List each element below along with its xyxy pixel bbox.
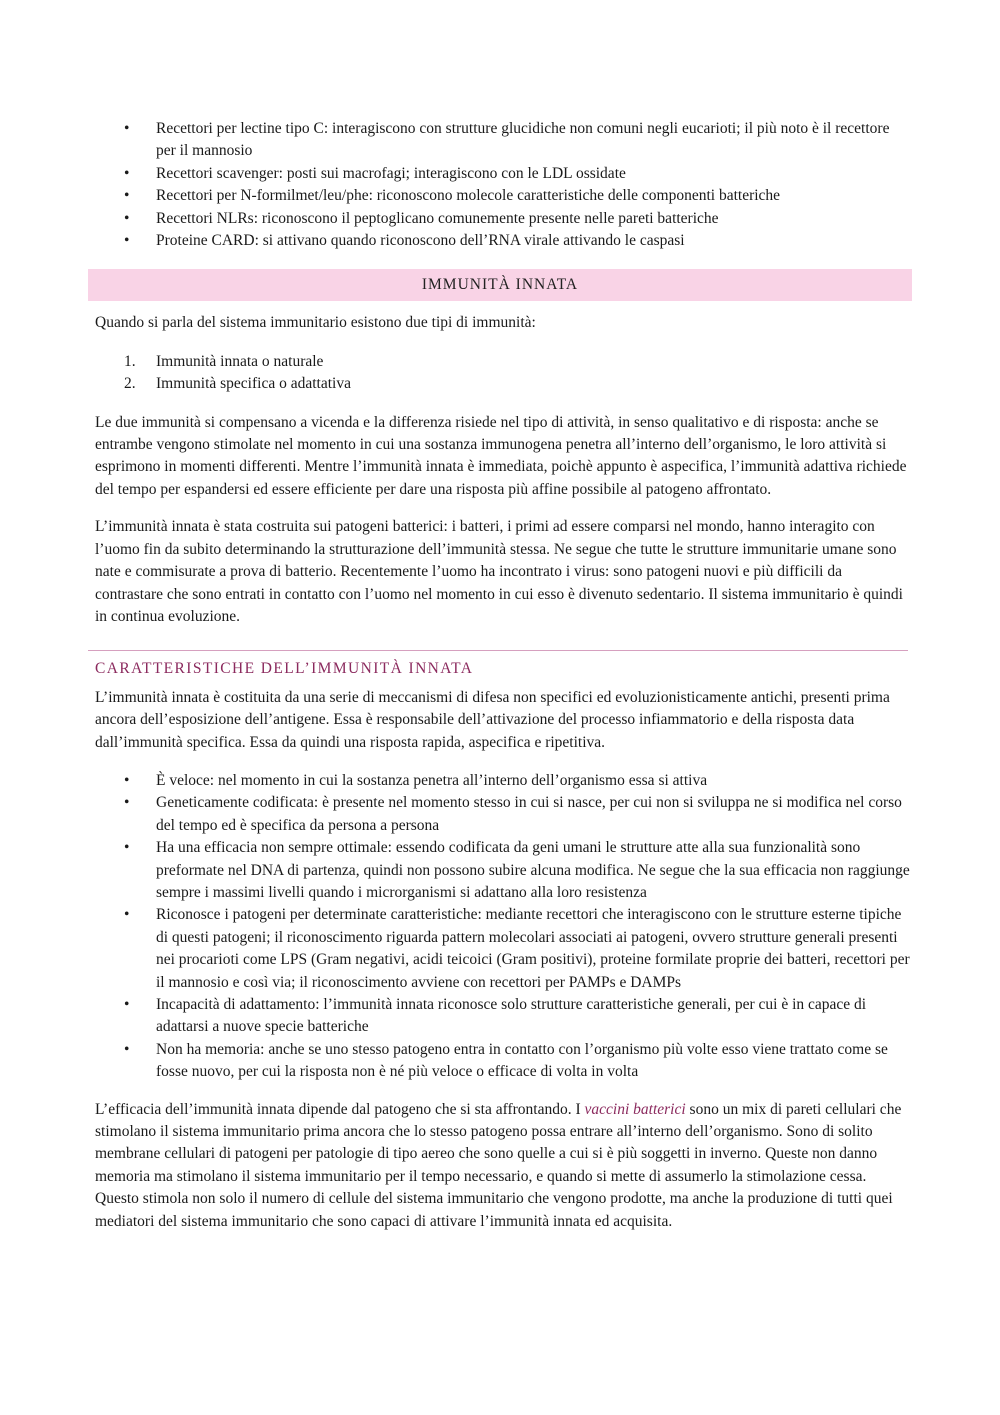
list-item: • Recettori per lectine tipo C: interagiscono con strutture glucidiche non comuni negli eucarioti; il più noto è il recettore per il mannosio [95,118,910,163]
list-item: • Recettori scavenger: posti sui macrofagi; interagiscono con le LDL ossidate [95,163,910,185]
list-item: • Geneticamente codificata: è presente nel momento stesso in cui si nasce, per cui non si sviluppa ne si modifica nel corso del tempo ed è specifica da persona a persona [95,792,910,837]
section-heading: IMMUNITÀ INNATA [421,276,579,294]
section-heading-band [88,269,912,301]
list-item: • Non ha memoria: anche se uno stesso patogeno entra in contatto con l’organismo più volte esso viene trattato come se fosse nuovo, per cui la risposta non è né più veloce o efficace di volta in volta [95,1039,910,1084]
numbered-item [95,373,910,395]
text-span: sono un mix di pareti cellulari che stimolano il sistema immunitario prima ancora che lo stesso patogeno possa entrare all’interno dell’organismo. Sono di solito membrane cellulari di patogeni per patologie di tipo aereo che sono quelle a cui si è più soggetti in inverno. Queste non danno memoria ma stimolano il sistema immunitario per il tempo necessario, e quando si mette di assumerlo la stimolazione cessa. Questo stimola non solo il numero di cellule del sistema immunitario che vengono prodotte, ma anche la produzione di tutti quei mediatori del sistema immunitario che sono capaci di attivare l’immunità innata ed acquisita. [95,1100,902,1230]
section-divider [88,650,908,651]
paragraph-intro: Quando si parla del sistema immunitario esistono due tipi di immunità: [95,314,536,332]
paragraph-final [95,1099,910,1233]
list-item: • Proteine CARD: si attivano quando riconoscono dell’RNA virale attivando le caspasi [95,230,910,252]
paragraph-intro: L’immunità innata è costituita da una serie di meccanismi di difesa non specifici ed evoluzionisticamente antichi, presenti prima ancora dell’esposizione dell’antigene. Essa è responsabile dell’attivazione del processo infiammatorio e della risposta data dall’immunità specifica. Essa da quindi una risposta rapida, aspecifica e ripetitiva. [95,688,890,751]
list-item: • Ha una efficacia non sempre ottimale: essendo codificata da geni umani le strutture atte alla sua funzionalità sono preformate nel DNA di partenza, quindi non possono subire alcuna modifica. Ne segue che la sua efficacia non raggiunge sempre i massimi livelli quando i microrganismi si adattano alla loro resistenza [95,837,910,904]
numbered-item [95,351,910,373]
item-text: Immunità innata o naturale [156,352,324,370]
item-text: Immunità specifica o adattativa [156,375,351,393]
page-content [95,118,910,1233]
characteristics-list [95,770,910,1084]
paragraph: Le due immunità si compensano a vicenda e la differenza risiede nel tipo di attività, in senso qualitativo e di risposta: anche se entrambe vengono stimolate nel momento in cui una sostanza immunogena penetra all’interno dell’organismo, le loro attività si esprimono in momenti differenti. Mentre l’immunità innata è immediata, poichè appunto è aspecifica, l’immunità adattiva richiede del tempo per espandersi ed essere efficiente per dare una risposta più affine possibile al patogeno affrontato. [95,413,907,498]
list-item: • Incapacità di adattamento: l’immunità innata riconosce solo strutture caratteristiche generali, per cui è in capace di adattarsi a nuove specie batteriche [95,994,910,1039]
text-span: L’efficacia dell’immunità innata dipende dal patogeno che si sta affrontando. I [95,1100,585,1118]
immunity-types-list [95,351,910,396]
paragraph: L’immunità innata è stata costruita sui patogeni batterici: i batteri, i primi ad essere comparsi nel mondo, hanno interagito con l’uomo fin da subito determinando la strutturazione dell’immunità stessa. Ne segue che tutte le strutture immunitarie umane sono nate e commisurate a prova di batterio. Recentemente l’uomo ha incontrato i virus: sono patogeni nuovi e più difficili da contrastare che sono entrati in contatto con l’uomo nel momento in cui esso è divenuto sedentario. Il sistema immunitario è quindi in continua evoluzione. [95,518,903,625]
list-item: • È veloce: nel momento in cui la sostanza penetra all’interno dell’organismo essa si attiva [95,770,910,792]
section-title: CARATTERISTICHE DELL’IMMUNITÀ INNATA [95,660,474,678]
list-item: • Recettori NLRs: riconoscono il peptoglicano comunemente presente nelle pareti batteriche [95,208,910,230]
list-item: • Recettori per N-formilmet/leu/phe: riconoscono molecole caratteristiche delle componenti batteriche [95,185,910,207]
item-number: 2. [124,375,136,393]
receptor-list [95,118,910,252]
emphasis-term: vaccini batterici [584,1100,686,1118]
item-number: 1. [124,352,136,370]
list-item: • Riconosce i patogeni per determinate caratteristiche: mediante recettori che interagiscono con le strutture esterne tipiche di questi patogeni; il riconoscimento riguarda pattern molecolari associati ai patogeni, ovvero strutture generali presenti nei procarioti come LPS (Gram negativi, acidi teicoici (Gram positivi), proteine formilate proprie dei batteri, recettori per il mannosio e così via; il riconoscimento avviene con recettori per PAMPs e DAMPs [95,904,910,994]
